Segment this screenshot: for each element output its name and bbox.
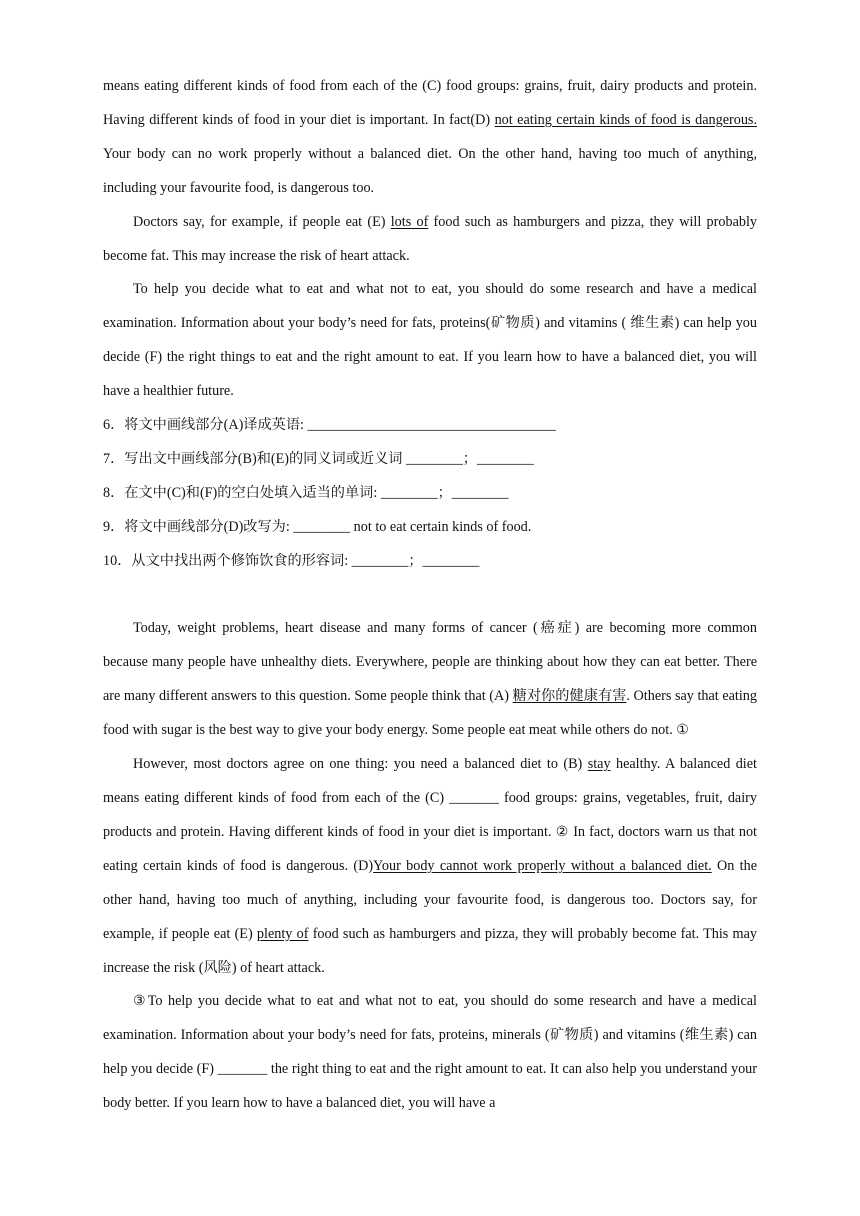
- text-run: Doctors say, for example, if people eat (E): [133, 213, 391, 230]
- passage2-paragraph-1: [103, 612, 757, 748]
- underlined-phrase-e: plenty of: [256, 925, 309, 942]
- underlined-phrase-e: lots of: [390, 213, 429, 230]
- underlined-sentence-d: Your body cannot work properly without a balanced diet.: [373, 857, 712, 874]
- text-run: food such as hamburgers and pizza, they will probably become fat. This may increase the risk of heart attack.: [103, 213, 757, 264]
- text-run: Your body can no work properly without a balanced diet. On the other hand, having too much of anything, including your favourite food, is dangerous too.: [103, 145, 757, 196]
- passage2-paragraph-2: [103, 748, 757, 985]
- text-run: However, most doctors agree on one thing: you need a balanced diet to (B): [133, 756, 588, 773]
- text-run: . Others say that eating food with sugar is the best way to give your body energy. Some people eat meat while others do not. ①: [103, 688, 757, 739]
- text-run: means eating different kinds of food from each of the (C) food groups: grains, fruit, dairy products and protein. Having different kinds of food in your diet is important. In fact(D): [103, 78, 757, 128]
- question-6: 6．将文中画线部分(A)译成英语: ___________________________________: [103, 417, 556, 434]
- question-8: 8．在文中(C)和(F)的空白处填入适当的单词: ________；________: [103, 484, 509, 501]
- text-run: On the other hand, having too much of anything, including your favourite food, is dangerous too. Doctors say, for example, if people eat (E): [103, 857, 757, 942]
- section-gap: [103, 579, 757, 613]
- underlined-word-b: stay: [587, 756, 611, 773]
- text-run: Today, weight problems, heart disease and many forms of cancer (癌症) are becoming more common because many people have unhealthy diets. Everywhere, people are thinking about how they can eat better. There are many different answers to this question. Some people think that (A): [103, 620, 757, 705]
- text-run: healthy. A balanced diet means eating different kinds of food from each of the (C) _______ food groups: grains, vegetables, fruit, dairy products and protein. Having different kinds of food in your diet is important. ② In fact, doctors warn us that not eating certain kinds of food is dangerous. (D): [103, 756, 757, 874]
- passage1-paragraph-2: [103, 206, 757, 274]
- text-run: food such as hamburgers and pizza, they will probably become fat. This may increase the risk (风险) of heart attack.: [103, 925, 757, 976]
- question-9: 9．将文中画线部分(D)改写为: ________ not to eat certain kinds of food.: [103, 518, 532, 535]
- question-7: 7．写出文中画线部分(B)和(E)的同义词或近义词 ________；________: [103, 450, 534, 467]
- underlined-phrase-a: 糖对你的健康有害: [512, 688, 627, 705]
- text-run: To help you decide what to eat and what not to eat, you should do some research and have a medical examination. Information about your body’s need for fats, proteins(矿物质) and vitamins ( 维生素) can help you decide (F) the right things to eat and the right amount to eat. If you learn how to have a balanced diet, you will have a healthier future.: [103, 281, 757, 400]
- underlined-phrase-d: not eating certain kinds of food is dangerous.: [494, 111, 757, 128]
- passage1-paragraph-1: [103, 70, 757, 206]
- document-page: [103, 70, 757, 1121]
- passage1-paragraph-3: [103, 273, 757, 409]
- question-10: 10．从文中找出两个修饰饮食的形容词: ________；________: [103, 552, 480, 569]
- passage2-paragraph-3: [103, 985, 757, 1121]
- text-run: ③To help you decide what to eat and what not to eat, you should do some research and have a medical examination. Information about your body’s need for fats, proteins, minerals (矿物质) and vitamins (维生素) can help you decide (F) _______ the right thing to eat and the right amount to eat. It can also help you understand your body better. If you learn how to have a balanced diet, you will have a: [103, 993, 757, 1112]
